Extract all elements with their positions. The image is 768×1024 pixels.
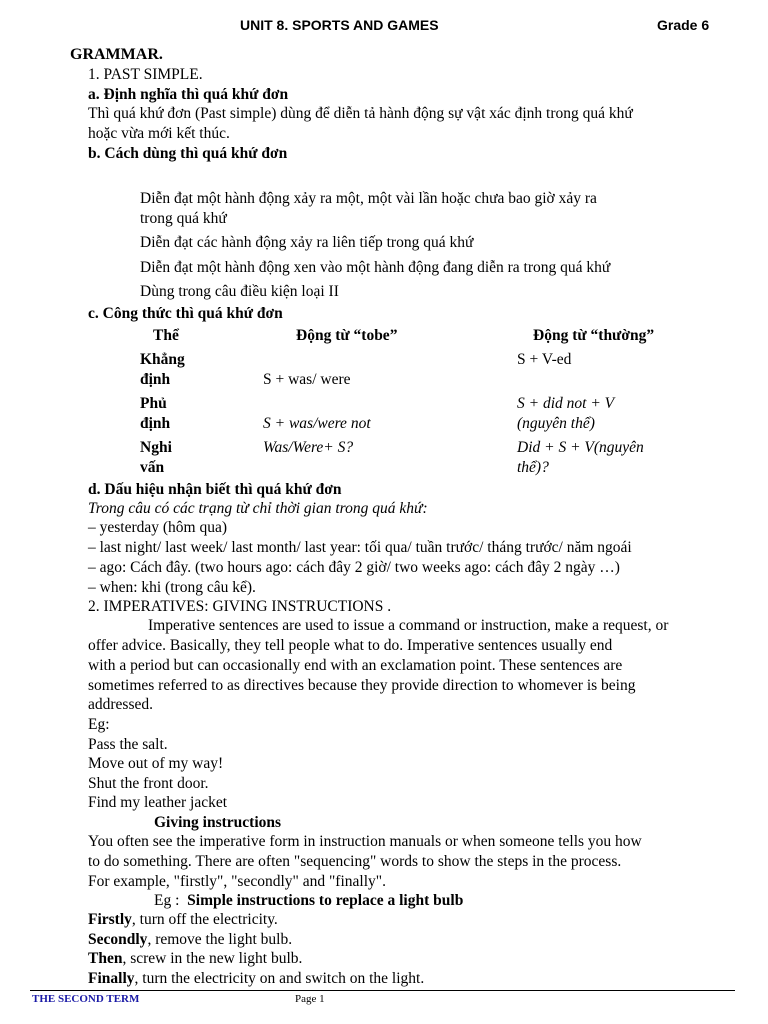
imperatives-paragraph-line-3: with a period but can occasionally end with an exclamation point. These sentences are	[88, 657, 623, 674]
table-question-regular-cont: thể)?	[517, 459, 549, 476]
table-affirmative-regular: S + V-ed	[517, 351, 572, 368]
step-2	[88, 930, 292, 950]
example-3: Shut the front door.	[88, 775, 209, 792]
light-bulb-example	[154, 891, 463, 911]
step-1-text: , turn off the electricity.	[131, 911, 278, 928]
table-header-form: Thể	[153, 327, 179, 344]
step-3-text: , screw in the new light bulb.	[122, 950, 303, 967]
table-row-affirmative-label: Khẳng	[140, 351, 185, 368]
grade-label: Grade 6	[657, 17, 710, 33]
step-2-word: Secondly	[88, 931, 148, 948]
signs-item-4: – when: khi (trong câu kể).	[88, 579, 256, 596]
usage-item-3: Diễn đạt một hành động xen vào một hành động đang diễn ra trong quá khứ	[140, 259, 611, 276]
table-negative-regular: S + did not + V	[517, 395, 615, 412]
light-bulb-example-label: Eg :	[154, 892, 180, 909]
table-row-negative-label-cont: định	[140, 415, 171, 432]
signs-item-3: – ago: Cách đây. (two hours ago: cách đây 2 giờ/ two weeks ago: cách đây 2 ngày …)	[88, 559, 620, 576]
example-1: Pass the salt.	[88, 736, 168, 753]
giving-instructions-line-1: You often see the imperative form in instruction manuals or when someone tells you how	[88, 833, 642, 850]
step-1-word: Firstly	[88, 911, 132, 928]
definition-line-1: Thì quá khứ đơn (Past simple) dùng để diễn tả hành động sự vật xác định trong quá khứ	[88, 105, 633, 122]
past-simple-heading: 1. PAST SIMPLE.	[88, 66, 203, 83]
imperatives-paragraph-line-1: Imperative sentences are used to issue a command or instruction, make a request, or	[148, 617, 669, 634]
usage-item-1: Diễn đạt một hành động xảy ra một, một vài lần hoặc chưa bao giờ xảy ra	[140, 190, 597, 207]
giving-instructions-line-2: to do something. There are often "sequencing" words to show the steps in the process.	[88, 853, 622, 870]
light-bulb-example-title: Simple instructions to replace a light bulb	[187, 892, 464, 909]
imperatives-paragraph-line-5: addressed.	[88, 696, 153, 713]
definition-line-2: hoặc vừa mới kết thúc.	[88, 125, 230, 142]
footer-page-number: Page 1	[295, 993, 325, 1005]
signs-intro: Trong câu có các trạng từ chỉ thời gian trong quá khứ:	[88, 500, 428, 517]
giving-instructions-heading: Giving instructions	[154, 814, 282, 831]
step-2-text: , remove the light bulb.	[147, 931, 293, 948]
step-4	[88, 969, 424, 989]
example-label: Eg:	[88, 716, 110, 733]
usage-heading: b. Cách dùng thì quá khứ đơn	[88, 145, 288, 162]
table-row-question-label-cont: vấn	[140, 459, 165, 476]
table-row-question-label: Nghi	[140, 439, 172, 456]
example-4: Find my leather jacket	[88, 794, 228, 811]
grammar-heading: GRAMMAR.	[70, 46, 163, 63]
signs-heading: d. Dấu hiệu nhận biết thì quá khứ đơn	[88, 481, 342, 498]
imperatives-paragraph-line-4: sometimes referred to as directives because they provide direction to whomever is being	[88, 677, 636, 694]
document-title: UNIT 8. SPORTS AND GAMES	[240, 17, 439, 33]
table-affirmative-tobe: S + was/ were	[263, 371, 351, 388]
footer-divider	[30, 990, 735, 991]
table-header-regular: Động từ “thường”	[533, 327, 655, 344]
usage-item-2: Diễn đạt các hành động xảy ra liên tiếp trong quá khứ	[140, 234, 474, 251]
signs-item-1: – yesterday (hôm qua)	[88, 519, 228, 536]
table-negative-tobe: S + was/were not	[263, 415, 371, 432]
step-3	[88, 949, 302, 969]
step-4-text: , turn the electricity on and switch on the light.	[134, 970, 425, 987]
usage-item-1-cont: trong quá khứ	[140, 210, 227, 227]
definition-heading: a. Định nghĩa thì quá khứ đơn	[88, 86, 289, 103]
step-1	[88, 910, 278, 930]
table-row-negative-label: Phủ	[140, 395, 167, 412]
example-2: Move out of my way!	[88, 755, 224, 772]
table-header-tobe: Động từ “tobe”	[296, 327, 398, 344]
formula-heading: c. Công thức thì quá khứ đơn	[88, 305, 283, 322]
step-4-word: Finally	[88, 970, 135, 987]
imperatives-paragraph-line-2: offer advice. Basically, they tell people what to do. Imperative sentences usually end	[88, 637, 613, 654]
usage-item-4: Dùng trong câu điều kiện loại II	[140, 283, 339, 300]
table-row-affirmative-label-cont: định	[140, 371, 171, 388]
step-3-word: Then	[88, 950, 123, 967]
table-question-regular: Did + S + V(nguyên	[517, 439, 644, 456]
imperatives-heading: 2. IMPERATIVES: GIVING INSTRUCTIONS .	[88, 598, 392, 615]
giving-instructions-line-3: For example, "firstly", "secondly" and "finally".	[88, 873, 386, 890]
signs-item-2: – last night/ last week/ last month/ last year: tối qua/ tuần trước/ tháng trước/ năm ngoái	[88, 539, 632, 556]
table-question-tobe: Was/Were+ S?	[263, 439, 354, 456]
footer-term: THE SECOND TERM	[32, 993, 140, 1005]
table-negative-regular-cont: (nguyên thể)	[517, 415, 595, 432]
